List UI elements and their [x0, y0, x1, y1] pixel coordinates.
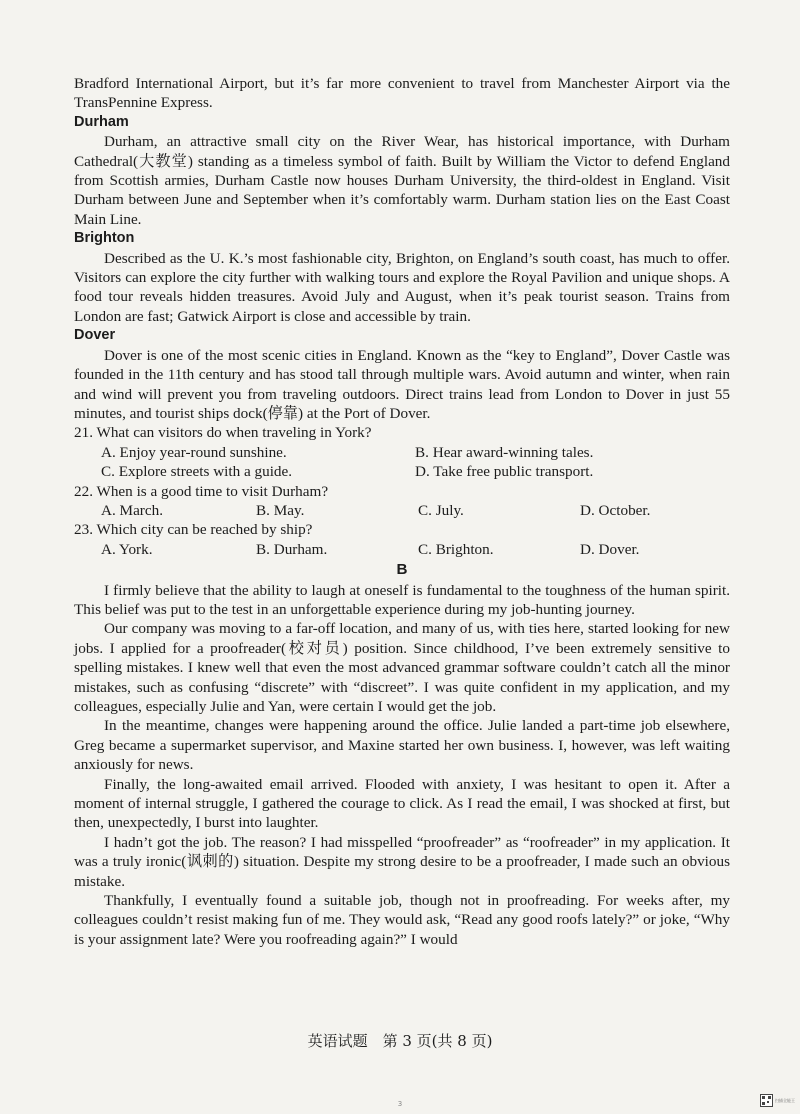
- passage-b-paragraph-6: Thankfully, I eventually found a suitable job, though not in proofreading. For weeks after, my colleagues couldn’t resist making fun of me. They would ask, “Read any good roofs lately?” or joke, “Why is your assignment late? Were you roofreading again?” I would: [74, 892, 730, 948]
- passage-b-paragraph-5: I hadn’t got the job. The reason? I had misspelled “proofreader” as “roofreader” in my application. It was a truly ironic(讽刺的) situation. Despite my strong desire to be a proofreader, I made such an obvious mistake.: [74, 833, 730, 890]
- option-22-a: A. March.: [101, 501, 163, 519]
- durham-paragraph: Durham, an attractive small city on the River Wear, has historical importance, with Durham Cathedral(大教堂) standing as a timeless symbol of faith. Built by William the Victor to defend England from Scottish armies, Durham Castle now houses Durham University, the third-oldest in England. Visit Durham between June and September when it’s comfortably warm. Durham station lies on the East Coast Main Line.: [74, 133, 730, 228]
- scanner-stamp-label: 扫描全能王: [775, 1097, 795, 1103]
- option-21-c: C. Explore streets with a guide.: [101, 463, 293, 481]
- page-number: 3: [397, 1100, 403, 1108]
- option-22-b: B. May.: [256, 501, 305, 519]
- reading-content: [74, 74, 730, 949]
- qr-code-icon: [760, 1094, 773, 1107]
- option-23-d: D. Dover.: [580, 540, 640, 558]
- option-23-a: A. York.: [101, 540, 153, 558]
- passage-b-paragraph-3: In the meantime, changes were happening around the office. Julie landed a part-time job elsewhere, Greg became a supermarket supervisor, and Maxine started her own business. I, however, was left waiting anxiously for news.: [74, 717, 730, 774]
- durham-heading: Durham: [74, 113, 129, 130]
- brighton-heading: Brighton: [74, 230, 135, 247]
- question-23-stem: 23. Which city can be reached by ship?: [74, 521, 313, 539]
- option-23-b: B. Durham.: [256, 540, 328, 558]
- question-21: [74, 423, 730, 481]
- scanner-stamp: [760, 1093, 796, 1107]
- passage-b-paragraph-1: I firmly believe that the ability to laugh at oneself is fundamental to the toughness of the human spirit. This belief was put to the test in an unforgettable experience during my job-hunting journey.: [74, 581, 730, 618]
- passage-b-paragraph-4: Finally, the long-awaited email arrived. Flooded with anxiety, I was hesitant to open it. After a moment of internal struggle, I gathered the courage to click. As I read the email, I was shocked at first, but then, unexpectedly, I burst into laughter.: [74, 775, 730, 832]
- option-21-a: A. Enjoy year-round sunshine.: [101, 443, 287, 461]
- intro-tail-paragraph: Bradford International Airport, but it’s far more convenient to travel from Manchester Airport via the TransPennine Express.: [74, 75, 730, 112]
- question-23: [74, 520, 730, 559]
- question-21-stem: 21. What can visitors do when traveling in York?: [74, 424, 372, 442]
- option-22-d: D. October.: [580, 501, 651, 519]
- brighton-paragraph: Described as the U. K.’s most fashionable city, Brighton, on England’s south coast, has much to offer. Visitors can explore the city further with walking tours and explore the Royal Pavilion and unique shops. A food tour reveals hidden treasures. Avoid July and August, when it’s peak tourist season. Trains from London are fast; Gatwick Airport is close and accessible by train.: [74, 249, 730, 325]
- passage-b-paragraph-2: Our company was moving to a far-off location, and many of us, with ties here, started looking for new jobs. I applied for a proofreader(校对员) position. Since childhood, I’ve been extremely sensitive to spelling mistakes. I knew well that even the most advanced grammar software couldn’t catch all the minor mistakes, such as confusing “discrete” with “discreet”. I was quite confident in my application, and my colleagues, especially Julie and Yan, were certain I would get the job.: [74, 620, 730, 715]
- section-b-letter: B: [396, 561, 408, 579]
- dover-heading: Dover: [74, 327, 116, 344]
- question-22: [74, 482, 730, 521]
- option-21-d: D. Take free public transport.: [415, 463, 594, 481]
- question-22-stem: 22. When is a good time to visit Durham?: [74, 482, 329, 500]
- option-23-c: C. Brighton.: [418, 540, 494, 558]
- page-footer: 英语试题 第 3 页(共 8 页): [307, 1032, 493, 1050]
- dover-paragraph: Dover is one of the most scenic cities in England. Known as the “key to England”, Dover Castle was founded in the 11th century and has stood tall through multiple wars. Avoid autumn and winter, when rain and wind will prevent you from traveling outdoors. Direct trains lead from London to Dover in just 55 minutes, and tourist ships dock(停靠) at the Port of Dover.: [74, 346, 730, 422]
- option-21-b: B. Hear award-winning tales.: [415, 443, 594, 461]
- option-22-c: C. July.: [418, 501, 464, 519]
